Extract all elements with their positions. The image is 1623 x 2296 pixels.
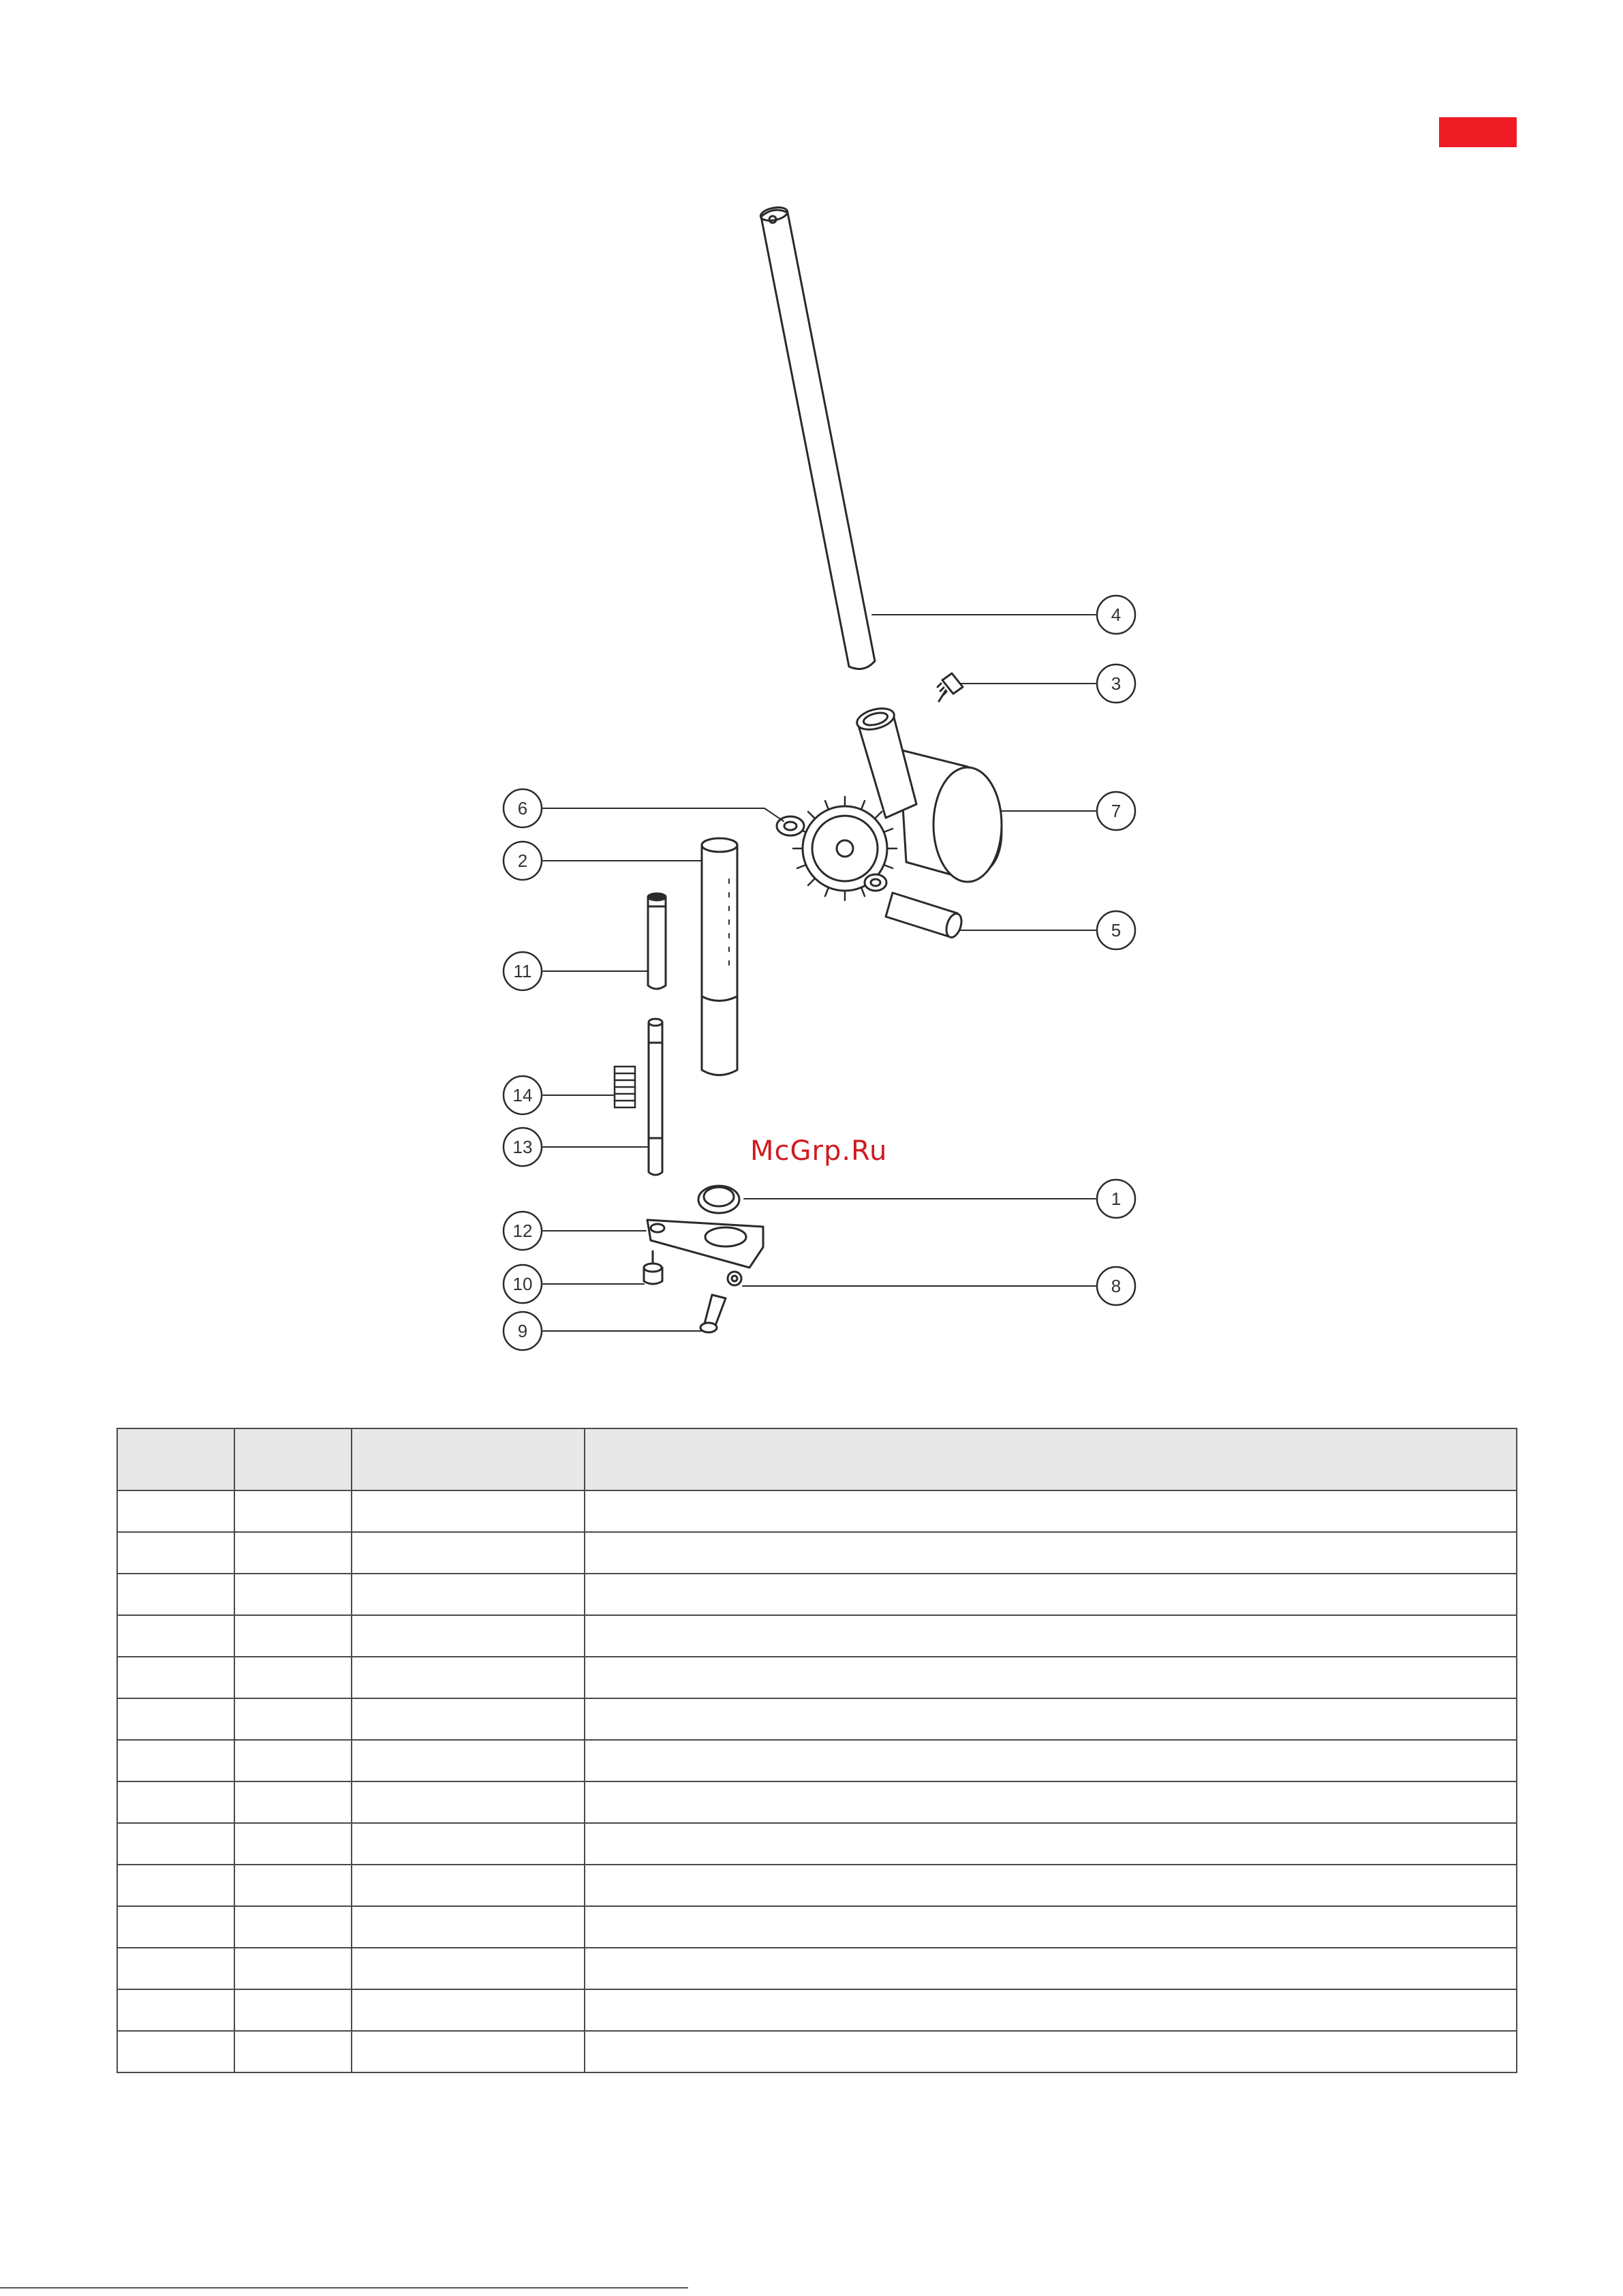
callout-2: 2 <box>517 851 528 871</box>
table-cell <box>352 1989 585 2031</box>
table-cell <box>117 1698 234 1740</box>
table-cell <box>117 1490 234 1532</box>
table-cell <box>585 2031 1517 2072</box>
table-row <box>117 1574 1517 1615</box>
table-cell <box>352 1865 585 1906</box>
table-cell <box>585 1698 1517 1740</box>
callout-8: 8 <box>1111 1276 1122 1296</box>
table-cell <box>234 1532 352 1574</box>
table-cell <box>117 1657 234 1698</box>
table-cell <box>117 1906 234 1948</box>
table-header-row <box>117 1428 1517 1490</box>
table-cell <box>352 1781 585 1823</box>
part-column <box>702 838 737 1075</box>
table-row <box>117 1823 1517 1865</box>
leader-lines <box>543 615 1096 1331</box>
watermark: McGrp.Ru <box>750 1135 888 1167</box>
table-cell <box>352 1906 585 1948</box>
table-cell <box>352 1698 585 1740</box>
callout-7: 7 <box>1111 801 1122 821</box>
table-cell <box>352 2031 585 2072</box>
table-cell <box>585 1532 1517 1574</box>
part-thin-shaft <box>649 1019 662 1175</box>
table-cell <box>234 1657 352 1698</box>
table-cell <box>117 1865 234 1906</box>
callout-11: 11 <box>513 961 532 981</box>
table-cell <box>117 1574 234 1615</box>
part-knob <box>644 1251 662 1284</box>
part-pin <box>886 893 964 939</box>
table-cell <box>234 1823 352 1865</box>
callout-10: 10 <box>512 1274 533 1294</box>
table-cell <box>585 1989 1517 2031</box>
table-row <box>117 1948 1517 1989</box>
table-cell <box>234 1490 352 1532</box>
table-cell <box>117 1740 234 1781</box>
header-cell <box>234 1428 352 1490</box>
part-screw-small <box>938 673 963 701</box>
part-lever <box>647 1220 763 1268</box>
table-cell <box>352 1948 585 1989</box>
table-row <box>117 1532 1517 1574</box>
table-cell <box>352 1532 585 1574</box>
part-rod <box>760 205 875 669</box>
part-bolt <box>700 1295 726 1332</box>
table-cell <box>585 1657 1517 1698</box>
table-cell <box>352 1740 585 1781</box>
table-row <box>117 1989 1517 2031</box>
table-cell <box>352 1490 585 1532</box>
table-row <box>117 1740 1517 1781</box>
header-cell <box>585 1428 1517 1490</box>
table-cell <box>585 1574 1517 1615</box>
table-cell <box>234 2031 352 2072</box>
table-cell <box>585 1615 1517 1657</box>
table-cell <box>352 1574 585 1615</box>
table-row <box>117 1698 1517 1740</box>
table-row <box>117 1615 1517 1657</box>
table-row <box>117 1657 1517 1698</box>
table-cell <box>234 1989 352 2031</box>
callout-6: 6 <box>517 798 528 818</box>
table-cell <box>117 1989 234 2031</box>
table-cell <box>585 1490 1517 1532</box>
callout-13: 13 <box>512 1137 533 1157</box>
table-row <box>117 1865 1517 1906</box>
callout-9: 9 <box>517 1321 528 1341</box>
header-cell <box>117 1428 234 1490</box>
part-retaining-ring <box>698 1186 739 1213</box>
callout-14: 14 <box>512 1085 533 1105</box>
table-cell <box>585 1948 1517 1989</box>
table-row <box>117 1906 1517 1948</box>
parts-table <box>117 1428 1517 2073</box>
callout-3: 3 <box>1111 673 1122 694</box>
callout-12: 12 <box>512 1221 533 1241</box>
callout-4: 4 <box>1111 604 1122 625</box>
footer-rule <box>0 2287 688 2289</box>
part-spring <box>615 1067 635 1107</box>
table-cell <box>117 1823 234 1865</box>
table-cell <box>117 1948 234 1989</box>
table-cell <box>234 1698 352 1740</box>
table-cell <box>234 1574 352 1615</box>
part-small-washer <box>728 1272 741 1285</box>
header-cell <box>352 1428 585 1490</box>
callout-5: 5 <box>1111 920 1122 940</box>
table-cell <box>234 1906 352 1948</box>
table-cell <box>352 1615 585 1657</box>
table-cell <box>585 1740 1517 1781</box>
table-cell <box>234 1740 352 1781</box>
table-cell <box>117 2031 234 2072</box>
part-bushing <box>865 874 886 891</box>
table-cell <box>352 1823 585 1865</box>
table-row <box>117 1781 1517 1823</box>
table-cell <box>117 1615 234 1657</box>
table-cell <box>352 1657 585 1698</box>
table-cell <box>585 1906 1517 1948</box>
table-cell <box>234 1948 352 1989</box>
callout-1: 1 <box>1111 1189 1122 1209</box>
table-cell <box>234 1615 352 1657</box>
table-cell <box>585 1823 1517 1865</box>
table-cell <box>585 1781 1517 1823</box>
table-cell <box>117 1532 234 1574</box>
callout-circles <box>504 596 1135 1350</box>
table-cell <box>117 1781 234 1823</box>
part-short-shaft <box>648 893 666 989</box>
table-row <box>117 1490 1517 1532</box>
table-cell <box>585 1865 1517 1906</box>
table-cell <box>234 1781 352 1823</box>
table-row <box>117 2031 1517 2072</box>
table-cell <box>234 1865 352 1906</box>
